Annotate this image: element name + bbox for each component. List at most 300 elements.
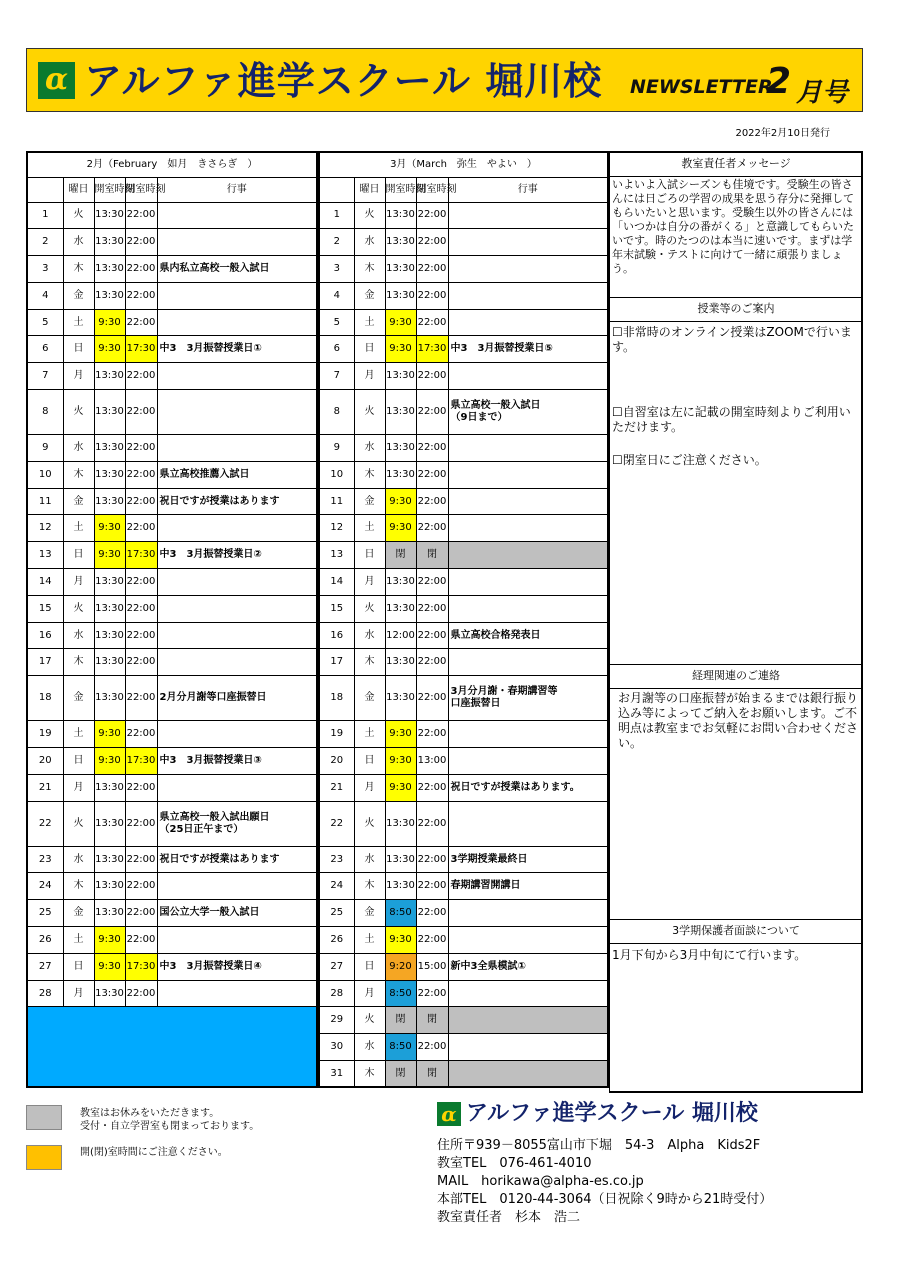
calendar-row [319, 676, 608, 721]
alpha-logo-icon: α [437, 1102, 461, 1126]
calendar-row [27, 846, 317, 873]
event: 県立高校一般入試日 （9日まで） [448, 390, 608, 435]
close-time: 22:00 [416, 649, 448, 676]
event: 2月分月謝等口座振替日 [157, 676, 317, 721]
close-time: 22:00 [125, 515, 157, 542]
close-time: 22:00 [416, 461, 448, 488]
day-number: 22 [319, 801, 354, 846]
weekday: 金 [63, 282, 94, 309]
weekday: 土 [354, 515, 385, 542]
column-header-event: 行事 [448, 177, 608, 202]
calendar-row [27, 336, 317, 363]
close-time: 22:00 [125, 721, 157, 748]
open-time: 13:30 [94, 873, 125, 900]
close-time: 22:00 [416, 676, 448, 721]
open-time: 9:30 [94, 927, 125, 954]
empty-filler [27, 1007, 317, 1034]
close-time: 22:00 [125, 873, 157, 900]
day-number: 26 [27, 927, 63, 954]
open-time: 9:30 [385, 927, 416, 954]
open-time: 13:30 [94, 622, 125, 649]
weekday: 水 [63, 846, 94, 873]
open-time: 9:30 [385, 336, 416, 363]
close-time: 15:00 [416, 953, 448, 980]
weekday: 水 [63, 622, 94, 649]
day-number: 31 [319, 1061, 354, 1088]
time-legend-text: 開(閉)室時間にご注意ください。 [80, 1147, 228, 1158]
event [157, 774, 317, 801]
event: 春期講習開講日 [448, 873, 608, 900]
day-number: 28 [319, 980, 354, 1007]
calendar-row [319, 542, 608, 569]
weekday: 月 [63, 774, 94, 801]
open-time: 9:30 [94, 721, 125, 748]
close-time: 22:00 [125, 622, 157, 649]
event [448, 1034, 608, 1061]
day-number: 15 [319, 595, 354, 622]
empty-filler [27, 1061, 317, 1088]
column-header-weekday: 曜日 [354, 177, 385, 202]
weekday: 土 [63, 309, 94, 336]
event [448, 721, 608, 748]
event: 3月分月謝・春期講習等 口座振替日 [448, 676, 608, 721]
weekday: 木 [63, 873, 94, 900]
weekday: 火 [354, 390, 385, 435]
day-number: 1 [27, 202, 63, 229]
event [157, 363, 317, 390]
weekday: 土 [63, 721, 94, 748]
weekday: 火 [354, 202, 385, 229]
open-time: 13:30 [94, 488, 125, 515]
calendar-row [27, 363, 317, 390]
open-time: 13:30 [94, 801, 125, 846]
weekday: 木 [63, 649, 94, 676]
weekday: 月 [354, 980, 385, 1007]
weekday: 木 [354, 1061, 385, 1088]
open-time: 8:50 [385, 980, 416, 1007]
close-time: 22:00 [416, 202, 448, 229]
calendar-row [319, 980, 608, 1007]
day-number: 2 [27, 229, 63, 256]
newsletter-month: 2 [766, 61, 792, 102]
event [157, 927, 317, 954]
event [448, 569, 608, 596]
close-time: 22:00 [125, 927, 157, 954]
close-time: 22:00 [125, 846, 157, 873]
day-number: 11 [319, 488, 354, 515]
close-time: 閉 [416, 1061, 448, 1088]
day-number: 10 [27, 461, 63, 488]
weekday: 火 [63, 390, 94, 435]
weekday: 日 [354, 748, 385, 775]
event [448, 515, 608, 542]
open-time: 13:30 [94, 435, 125, 462]
close-time: 22:00 [125, 309, 157, 336]
open-time: 13:30 [385, 282, 416, 309]
close-time: 22:00 [416, 229, 448, 256]
open-time: 9:30 [385, 774, 416, 801]
footer-mail[interactable]: MAIL horikawa@alpha-es.co.jp [437, 1174, 644, 1189]
day-number: 7 [319, 363, 354, 390]
close-time: 22:00 [416, 256, 448, 283]
weekday: 木 [354, 461, 385, 488]
event [157, 873, 317, 900]
weekday: 土 [63, 927, 94, 954]
close-time: 22:00 [125, 202, 157, 229]
event [448, 542, 608, 569]
calendar-row [27, 569, 317, 596]
open-time: 閉 [385, 542, 416, 569]
event: 祝日ですが授業はあります [157, 846, 317, 873]
open-time: 13:30 [385, 846, 416, 873]
weekday: 月 [354, 363, 385, 390]
weekday: 水 [354, 846, 385, 873]
day-number: 4 [27, 282, 63, 309]
calendar-row [27, 873, 317, 900]
calendar-row [27, 309, 317, 336]
march-calendar [318, 151, 609, 1088]
month-title: 3月（March 弥生 やよい ） [319, 152, 608, 177]
close-time: 22:00 [125, 595, 157, 622]
event [157, 649, 317, 676]
weekday: 金 [63, 488, 94, 515]
event [448, 488, 608, 515]
weekday: 金 [354, 282, 385, 309]
weekday: 日 [354, 542, 385, 569]
calendar-row [319, 256, 608, 283]
open-time: 13:30 [385, 256, 416, 283]
weekday: 火 [63, 202, 94, 229]
close-time: 22:00 [416, 927, 448, 954]
weekday: 月 [354, 569, 385, 596]
day-number: 10 [319, 461, 354, 488]
day-number: 13 [27, 542, 63, 569]
close-time: 17:30 [125, 542, 157, 569]
close-time: 22:00 [125, 390, 157, 435]
weekday: 木 [354, 873, 385, 900]
event [157, 569, 317, 596]
day-number: 8 [319, 390, 354, 435]
event [448, 1061, 608, 1088]
calendar-row [27, 390, 317, 435]
calendar-row [27, 980, 317, 1007]
close-time: 22:00 [416, 622, 448, 649]
open-time: 9:30 [385, 748, 416, 775]
open-time: 13:30 [385, 202, 416, 229]
open-time: 12:00 [385, 622, 416, 649]
column-header-event: 行事 [157, 177, 317, 202]
open-time: 13:30 [385, 390, 416, 435]
open-time: 13:30 [94, 595, 125, 622]
open-time: 13:30 [385, 229, 416, 256]
event [448, 282, 608, 309]
event [448, 1007, 608, 1034]
calendar-row [319, 873, 608, 900]
day-number: 3 [27, 256, 63, 283]
open-time: 13:30 [385, 873, 416, 900]
close-time: 22:00 [416, 774, 448, 801]
day-number: 24 [319, 873, 354, 900]
open-time: 13:30 [385, 649, 416, 676]
calendar-row [319, 515, 608, 542]
open-time: 13:30 [385, 461, 416, 488]
event: 中3 3月振替授業日③ [157, 748, 317, 775]
calendar-row [319, 595, 608, 622]
event: 県立高校推薦入試日 [157, 461, 317, 488]
weekday: 月 [63, 363, 94, 390]
accounting-title: 経理関連のご連絡 [610, 665, 862, 689]
open-time: 13:30 [385, 801, 416, 846]
open-time: 13:30 [385, 435, 416, 462]
calendar-row [27, 488, 317, 515]
weekday: 金 [63, 900, 94, 927]
calendar-row [319, 748, 608, 775]
weekday: 水 [63, 435, 94, 462]
day-number: 17 [27, 649, 63, 676]
weekday: 木 [63, 461, 94, 488]
day-number: 7 [27, 363, 63, 390]
open-time: 13:30 [94, 900, 125, 927]
close-time: 22:00 [416, 569, 448, 596]
open-time: 13:30 [385, 676, 416, 721]
day-number: 27 [27, 953, 63, 980]
calendar-row [319, 461, 608, 488]
event [157, 980, 317, 1007]
open-time: 9:30 [385, 515, 416, 542]
calendar-row [319, 390, 608, 435]
day-number: 20 [27, 748, 63, 775]
weekday: 土 [354, 927, 385, 954]
close-time: 22:00 [416, 363, 448, 390]
open-time: 9:30 [94, 515, 125, 542]
calendar-row [319, 1061, 608, 1088]
day-number: 14 [319, 569, 354, 596]
weekday: 火 [63, 801, 94, 846]
close-time: 閉 [416, 1007, 448, 1034]
calendar-row [319, 1007, 608, 1034]
empty-filler [27, 1034, 317, 1061]
february-calendar [26, 151, 318, 1088]
weekday: 金 [63, 676, 94, 721]
open-time: 13:30 [94, 229, 125, 256]
close-time: 17:30 [416, 336, 448, 363]
calendar-row [27, 774, 317, 801]
weekday: 金 [354, 488, 385, 515]
open-time: 13:30 [385, 595, 416, 622]
event [448, 461, 608, 488]
newsletter-label: NEWSLETTER [630, 76, 773, 98]
footer-school-name: アルファ進学スクール 堀川校 [466, 1101, 758, 1126]
close-time: 22:00 [125, 282, 157, 309]
close-time: 22:00 [416, 873, 448, 900]
day-number: 11 [27, 488, 63, 515]
close-time: 22:00 [125, 900, 157, 927]
closed-legend-text: 教室はお休みをいただきます。 [80, 1108, 220, 1119]
day-number: 29 [319, 1007, 354, 1034]
close-time: 22:00 [416, 515, 448, 542]
event [448, 309, 608, 336]
calendar-row [319, 488, 608, 515]
event [157, 229, 317, 256]
event [448, 900, 608, 927]
day-number: 6 [27, 336, 63, 363]
open-time: 閉 [385, 1061, 416, 1088]
open-time: 9:30 [94, 542, 125, 569]
day-number: 21 [27, 774, 63, 801]
weekday: 水 [354, 622, 385, 649]
open-time: 13:30 [94, 256, 125, 283]
column-header-open: 開室時刻 [94, 177, 125, 202]
calendar-row [27, 953, 317, 980]
close-time: 22:00 [125, 488, 157, 515]
close-time: 22:00 [125, 256, 157, 283]
day-number: 5 [27, 309, 63, 336]
open-time: 9:20 [385, 953, 416, 980]
event [448, 435, 608, 462]
weekday: 土 [63, 515, 94, 542]
event: 中3 3月振替授業日⑤ [448, 336, 608, 363]
event [448, 202, 608, 229]
day-number: 18 [27, 676, 63, 721]
weekday: 木 [354, 649, 385, 676]
day-number: 1 [319, 202, 354, 229]
weekday: 日 [354, 336, 385, 363]
calendar-row [319, 900, 608, 927]
event: 中3 3月振替授業日② [157, 542, 317, 569]
close-time: 閉 [416, 542, 448, 569]
column-header-weekday: 曜日 [63, 177, 94, 202]
close-time: 13:00 [416, 748, 448, 775]
close-time: 22:00 [416, 390, 448, 435]
event: 県内私立高校一般入試日 [157, 256, 317, 283]
open-time: 9:30 [94, 748, 125, 775]
footer-address: 住所〒939－8055富山市下堀 54-3 Alpha Kids2F [437, 1138, 761, 1153]
open-time: 13:30 [94, 461, 125, 488]
calendar-row [319, 622, 608, 649]
close-time: 22:00 [416, 435, 448, 462]
open-time: 9:30 [385, 488, 416, 515]
column-header-open: 開室時刻 [385, 177, 416, 202]
event: 県立高校一般入試出願日 （25日正午まで） [157, 801, 317, 846]
calendar-row [319, 774, 608, 801]
message-body: いよいよ入試シーズンも佳境です。受験生の皆さんには日ごろの学習の成果を思う存分に発揮してもらいたいと思います。受験生以外の皆さんには「いつかは自分の番がくる」と意識してもらいたいです。時のたつのは本当に速いです。まずは学年末試験・テストに向けて一緒に頑張りましょう。 [612, 178, 854, 275]
event [157, 595, 317, 622]
weekday: 土 [354, 309, 385, 336]
open-time: 13:30 [94, 390, 125, 435]
close-time: 22:00 [416, 595, 448, 622]
class-info-item: ☐自習室は左に記載の開室時刻よりご利用いただけます。 [612, 405, 851, 434]
calendar-row [27, 900, 317, 927]
close-time: 22:00 [125, 461, 157, 488]
weekday: 日 [63, 336, 94, 363]
day-number: 27 [319, 953, 354, 980]
event [157, 721, 317, 748]
day-number: 19 [27, 721, 63, 748]
calendar-row [27, 676, 317, 721]
open-time: 13:30 [385, 569, 416, 596]
open-time: 13:30 [94, 676, 125, 721]
close-time: 22:00 [125, 435, 157, 462]
day-number: 25 [319, 900, 354, 927]
close-time: 22:00 [416, 488, 448, 515]
column-header-day [27, 177, 63, 202]
event [448, 980, 608, 1007]
calendar-row [27, 801, 317, 846]
open-time: 9:30 [94, 953, 125, 980]
day-number: 21 [319, 774, 354, 801]
calendar-row [319, 569, 608, 596]
calendar-row [27, 229, 317, 256]
weekday: 木 [63, 256, 94, 283]
time-legend-swatch [26, 1145, 62, 1170]
alpha-logo-icon: α [38, 62, 75, 99]
close-time: 22:00 [416, 282, 448, 309]
event [448, 256, 608, 283]
close-time: 17:30 [125, 953, 157, 980]
open-time: 13:30 [94, 202, 125, 229]
day-number: 18 [319, 676, 354, 721]
footer-tel: 教室TEL 076-461-4010 [437, 1156, 592, 1171]
weekday: 金 [354, 900, 385, 927]
calendar-row [319, 1034, 608, 1061]
close-time: 22:00 [125, 569, 157, 596]
open-time: 13:30 [385, 363, 416, 390]
month-title: 2月（February 如月 きさらぎ ） [27, 152, 317, 177]
close-time: 17:30 [125, 336, 157, 363]
day-number: 26 [319, 927, 354, 954]
event [157, 515, 317, 542]
day-number: 22 [27, 801, 63, 846]
day-number: 9 [319, 435, 354, 462]
calendar-row [319, 309, 608, 336]
calendar-row [27, 282, 317, 309]
day-number: 13 [319, 542, 354, 569]
column-header-close: 閉室時刻 [416, 177, 448, 202]
column-header-day [319, 177, 354, 202]
calendar-row [27, 927, 317, 954]
weekday: 土 [354, 721, 385, 748]
close-time: 22:00 [416, 309, 448, 336]
class-info-item: ☐閉室日にご注意ください。 [612, 453, 767, 467]
open-time: 13:30 [94, 282, 125, 309]
calendar-row [27, 542, 317, 569]
calendar-row [319, 282, 608, 309]
open-time: 8:50 [385, 1034, 416, 1061]
close-time: 22:00 [125, 649, 157, 676]
event: 国公立大学一般入試日 [157, 900, 317, 927]
day-number: 2 [319, 229, 354, 256]
close-time: 22:00 [125, 774, 157, 801]
weekday: 月 [63, 569, 94, 596]
school-title: アルファ進学スクール 堀川校 [84, 59, 603, 103]
event: 3学期授業最終日 [448, 846, 608, 873]
calendar-row [319, 649, 608, 676]
day-number: 24 [27, 873, 63, 900]
event [157, 622, 317, 649]
event [157, 202, 317, 229]
event [448, 595, 608, 622]
issue-date: 2022年2月10日発行 [735, 128, 830, 139]
close-time: 22:00 [416, 801, 448, 846]
meeting-title: 3学期保護者面談について [610, 920, 862, 944]
close-time: 22:00 [416, 900, 448, 927]
open-time: 9:30 [94, 336, 125, 363]
day-number: 16 [319, 622, 354, 649]
open-time: 9:30 [385, 309, 416, 336]
open-time: 13:30 [94, 774, 125, 801]
close-time: 22:00 [125, 363, 157, 390]
weekday: 水 [354, 435, 385, 462]
